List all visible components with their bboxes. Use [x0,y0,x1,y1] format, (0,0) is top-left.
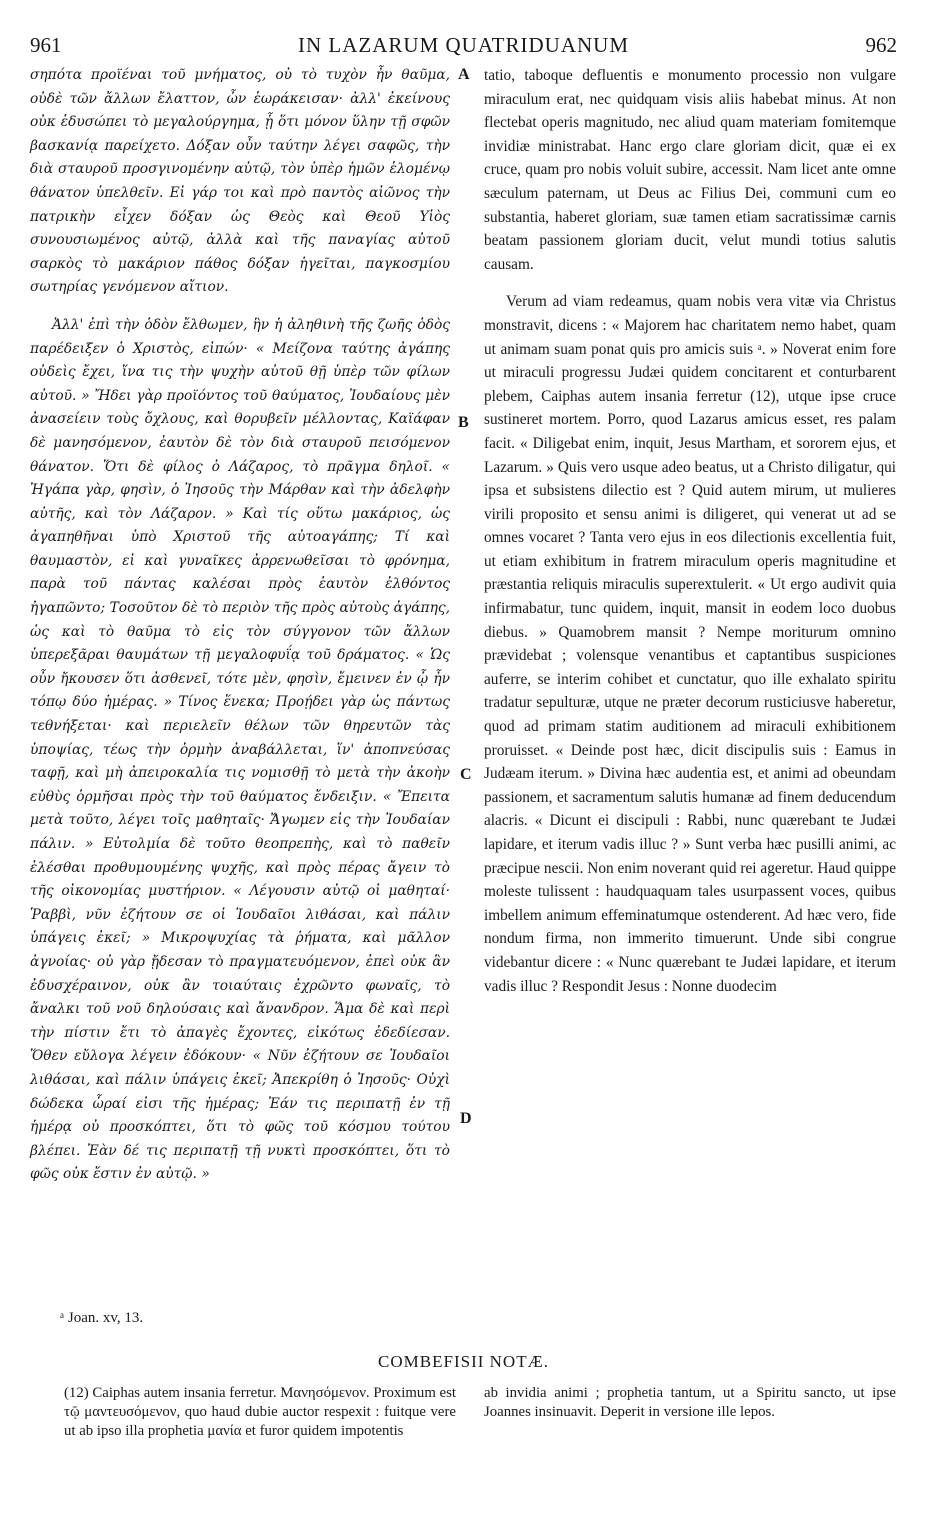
latin-paragraph: Verum ad viam redeamus, quam nobis vera vitæ via Christus monstravit, dicens : « Majorem hac charitatem nemo habet, quam ut animam suam ponat quis pro amicis suis ᵃ. » Noverat enim fore ut miraculi progressu Judæi quidem concitarent et conturbarent plebem, Caiphas autem insania ferretur (12), utque ipse cruce sustineret mortem. Porro, quod Lazarus amicus esset, res palam facit. « Diligebat enim, inquit, Jesus Martham, et sororem ejus, et Lazarum. » Quis vero usque adeo beatus, ut a Christo diligatur, qui ipsa et subsistens dilectio est ? Quid autem mirum, ut mulieres virili proposito et sensu animi is diligeret, qui venerat ut ad se omnes vocaret ? Tanta vero ejus in eos dilectionis excellentia fuit, ut etiam exhibitum in fratrem miraculum operis magnitudine et præstantia reliquis miraculis superextulerit. « Ut ergo audivit quia infirmabatur, tunc quidem, inquit, mansit in eodem loco duobus diebus. » Quamobrem mansit ? Nempe moriturum omnino prævidebat ; volensque venantibus et captantibus suspiciones auferre, se interim cohibet et cunctatur, quo ille exhalato spiritu tradatur sepulturæ, utque ne præter decorum rusticiusve haberetur, quod ad primam statim auditionem ad miraculi exhibitionem proruisset. « Deinde post hæc, dicit discipulis suis : Eamus in Judæam iterum. » Divina hæc audentia est, et animi ad obeundam passionem, et sacramentum salutis humanæ ad finem deducendum alacris. « Dicunt ei discipuli : Rabbi, nunc quærebant te Judæi lapidare, et iterum vadis illuc ? » Sunt verba hæc pusilli animi, ac præcipue nescii. Non enim noverant quid rei ageretur. Haud quippe moleste tulissent : haudquaquam tales usurpassent voces, quibus imbellem animum effeminatumque ostenderent. Ad hæc vero, fide nondum firma, non immerito timuerunt. Unde sibi congrue videbantur dicere : « Nunc quærebant te Judæi lapidare, et iterum vadis illuc ? Respondit Jesus : Nonne duodecim [484,293,896,995]
latin-paragraph: tatio, taboque defluentis e monumento processio non vulgare miraculum erat, nec quidquam visis aliis habebat minus. At non flectebat operis magnitudo, nec aliud quam materiam fomitemque invidiæ ministrabat. Hanc ergo clare gloriam dicit, quæ ei ex cruce, quam pro nobis voluit subire, accessit. Nam licet ante omne sæculum paternam, ut Deus ac Filius Dei, communi cum eo substantia, haberet gloriam, suæ tamen etiam sacratissimæ carnis beatam passionem gloriam ducit, velut mundi totius salutis causam. [484,67,896,273]
section-marker-b: B [458,414,469,431]
footnote-reference: ᵃ Joan. xv, 13. [60,1310,144,1326]
notes-title: COMBEFISII NOTÆ. [378,1352,549,1371]
note-right-column: ab invidia animi ; prophetia tantum, ut a Spiritu sancto, ut ipse Joannes insinuavit. Deperit in versione ille lepos. [484,1385,896,1420]
section-marker-a: A [458,66,470,83]
greek-column [30,64,450,1187]
page-number-left: 961 [30,33,62,57]
page-header [30,30,897,60]
latin-column [484,64,896,998]
section-marker-d: D [460,1110,472,1127]
page-number-right: 962 [865,33,897,57]
greek-paragraph: Ἀλλ' ἐπὶ τὴν ὁδὸν ἔλθωμεν, ἣν ἡ ἀληθινὴ τῆς ζωῆς ὁδὸς παρέδειξεν ὁ Χριστὸς, εἰπών· « Μείζονα ταύτης ἀγάπης οὐδεὶς ἔχει, ἵνα τις τὴν ψυχὴν αὐτοῦ θῇ ὑπὲρ τῶν φίλων αὐτοῦ. » Ἤδει γὰρ προϊόντος τοῦ θαύματος, Ἰουδαίους μὲν ἀνασείειν τοὺς ὄχλους, καὶ θορυβεῖν μέλλοντας, Καϊάφαν δὲ μανησόμενον, ἑαυτὸν δὲ τὸν διὰ σταυροῦ πεισόμενον θάνατον. Ὅτι δὲ φίλος ὁ Λάζαρος, τὸ πρᾶγμα δηλοῖ. « Ἠγάπα γὰρ, φησὶν, ὁ Ἰησοῦς τὴν Μάρθαν καὶ τὴν ἀδελφὴν αὐτῆς, καὶ τὸν Λάζαρον. » Καὶ τίς οὕτω μακάριος, ὡς ἀγαπηθῆναι ὑπὸ Χριστοῦ τῆς αὐτοαγάπης; Τί καὶ θαυμαστὸν, εἰ καὶ γυναῖκες ἀρρενωθεῖσαι τὸ φρόνημα, παρὰ τοῦ πάντας καλέσαι πρὸς ἑαυτὸν ἐλθόντος ἠγαπῶντο; Τοσοῦτον δὲ τὸ περιὸν τῆς πρὸς αὐτοὺς ἀγάπης, ὡς καὶ τὸ θαῦμα τὸ εἰς τὸν σύγγονον τῶν ἄλλων ὑπερεξᾶραι θαυμάτων τῇ μεγαλοφυΐᾳ τοῦ δράματος. « Ὡς οὖν ἤκουσεν ὅτι ἀσθενεῖ, τότε μὲν, φησὶν, ἔμεινεν ἐν ᾧ ἦν τόπῳ δύο ἡμέρας. » Τίνος ἕνεκα; Προῄδει γὰρ ὡς πάντως τεθνήξεται· καὶ περιελεῖν θέλων τῶν θηρευτῶν τὰς ὑποψίας, τέως τὴν ὁρμὴν ἀναβάλλεται, ἵν' ἀποπνεύσας ταφῇ, καὶ μὴ ἀπειροκαλία τις νομισθῇ τὸ μετὰ τὴν ἀκοὴν εὐθὺς ὁρμῆσαι πρὸς τὴν τοῦ θαύματος ἔνδειξιν. « Ἔπειτα μετὰ τοῦτο, λέγει τοῖς μαθηταῖς· Ἄγωμεν εἰς τὴν Ἰουδαίαν πάλιν. » Εὐτολμία δὲ τοῦτο θεοπρεπὴς, καὶ τὸ παθεῖν ἑλέσθαι προθυμουμένης ψυχῆς, καὶ πρὸς πέρας ἄγειν τὸ τῆς οἰκονομίας μυστήριον. « Λέγουσιν αὐτῷ οἱ μαθηταί· Ῥαββὶ, νῦν ἐζήτουν σε οἱ Ἰουδαῖοι λιθάσαι, καὶ πάλιν ὑπάγεις ἐκεῖ; » Μικροψυχίας τὰ ῥήματα, καὶ μᾶλλον ἀγνοίας· οὐ γὰρ ᾔδεσαν τὸ πραγματευόμενον, ἐπεὶ οὐκ ἂν ἐδυσχέραινον, οὐκ ἂν τοιαύταις ἐχρῶντο φωναῖς, τὸ ἄναλκι τοῦ νοῦ δηλούσαις καὶ ἄνανδρον. Ἅμα δὲ καὶ περὶ τὴν πίστιν ἔτι τὸ ἀπαγὲς ἔχοντες, εἰκότως ἐδεδίεσαν. Ὅθεν εὔλογα λέγειν ἐδόκουν· « Νῦν ἐζήτουν σε Ἰουδαῖοι λιθάσαι, καὶ πάλιν ὑπάγεις ἐκεῖ; Ἀπεκρίθη ὁ Ἰησοῦς· Οὐχὶ δώδεκα ὧραί εἰσι τῆς ἡμέρας; Ἐάν τις περιπατῇ ἐν τῇ ἡμέρᾳ οὐ προσκόπτει, ὅτι τὸ φῶς τοῦ κόσμου τούτου βλέπει. Ἐὰν δέ τις περιπατῇ τῇ νυκτὶ προσκόπτει, ὅτι τὸ φῶς οὐκ ἔστιν ἐν αὐτῷ. » [30,316,450,1183]
running-title: IN LAZARUM QUATRIDUANUM [298,33,629,57]
note-left-column: (12) Caiphas autem insania ferretur. Μανησόμενον. Proximum est τῷ μαντευσόμενον, quo haud dubie auctor respexit : fuitque vere ut ab ipso illa prophetia μανία et furor quidem impotentis [64,1385,456,1439]
section-marker-c: C [460,766,472,783]
greek-paragraph: σηπότα προϊέναι τοῦ μνήματος, οὐ τὸ τυχὸν ἦν θαῦμα, οὐδὲ τῶν ἄλλων ἔλαττον, ὧν ἑωράκεισαν· ἀλλ' ἐκείνους οὐκ ἐδυσώπει τὸ μεγαλούργημα, ᾗ ὅτι μόνον ὕλην τῇ σφῶν βασκανίᾳ παρείχετο. Δόξαν οὖν ταύτην λέγει σαφῶς, τὴν διὰ σταυροῦ προσγινομένην αὐτῷ, τὸν ὑπὲρ ἡμῶν ἑλομένῳ θάνατον ὑπελθεῖν. Εἰ γάρ τοι καὶ πρὸ παντὸς αἰῶνος τὴν πατρικὴν εἶχεν δόξαν ὡς Θεὸς καὶ Θεοῦ Υἱὸς συνουσιωμένος αὐτῷ, ἀλλὰ καὶ τῆς παναγίας αὐτοῦ σαρκὸς τὸ μακάριον πάθος δόξαν ἡγεῖται, παγκοσμίου σωτηρίας γενόμενον αἴτιον. [30,67,450,296]
